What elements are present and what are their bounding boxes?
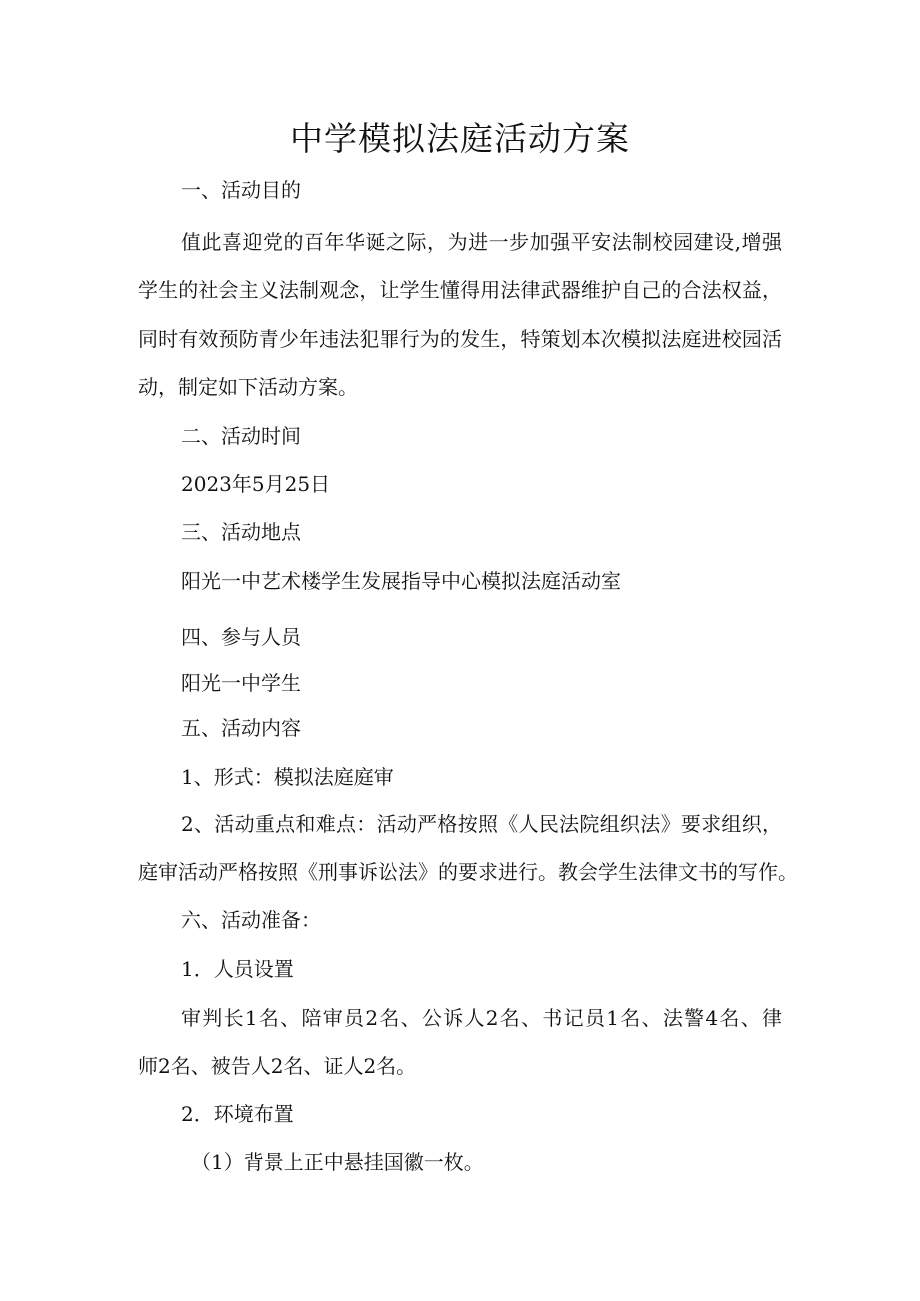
heading-preparation: 六、活动准备： [181,908,321,932]
event-participants: 阳光一中学生 [181,671,301,695]
paragraph-line: 学生的社会主义法制观念，让学生懂得用法律武器维护自己的合法权益， [138,278,782,302]
heading-purpose: 一、活动目的 [181,178,301,202]
prep-item-staffing: 1．人员设置 [181,957,294,981]
heading-time: 二、活动时间 [181,424,301,448]
event-date: 2023年5月25日 [181,472,331,496]
staffing-detail: 审判长1名、陪审员2名、公诉人2名、书记员1名、法警4名、律 [181,1006,782,1030]
paragraph-line: 同时有效预防青少年违法犯罪行为的发生，特策划本次模拟法庭进校园活 [138,327,782,351]
heading-location: 三、活动地点 [181,520,301,544]
content-item-focus: 2、活动重点和难点：活动严格按照《人民法院组织法》要求组织， [181,812,782,836]
prep-item-environment: 2．环境布置 [181,1102,294,1126]
paragraph-line: 值此喜迎党的百年华诞之际，为进一步加强平安法制校园建设,增强 [181,230,782,254]
environment-detail: （1）背景上正中悬挂国徽一枚。 [191,1150,484,1174]
paragraph-line: 动，制定如下活动方案。 [138,375,358,399]
heading-participants: 四、参与人员 [181,625,301,649]
content-item-form: 1、形式：模拟法庭庭审 [181,765,394,789]
document-title: 中学模拟法庭活动方案 [290,119,630,158]
heading-content: 五、活动内容 [181,716,301,740]
event-location: 阳光一中艺术楼学生发展指导中心模拟法庭活动室 [181,569,621,593]
paragraph-line: 师2名、被告人2名、证人2名。 [138,1054,417,1078]
paragraph-line: 庭审活动严格按照《刑事诉讼法》的要求进行。教会学生法律文书的写作。 [138,860,798,884]
